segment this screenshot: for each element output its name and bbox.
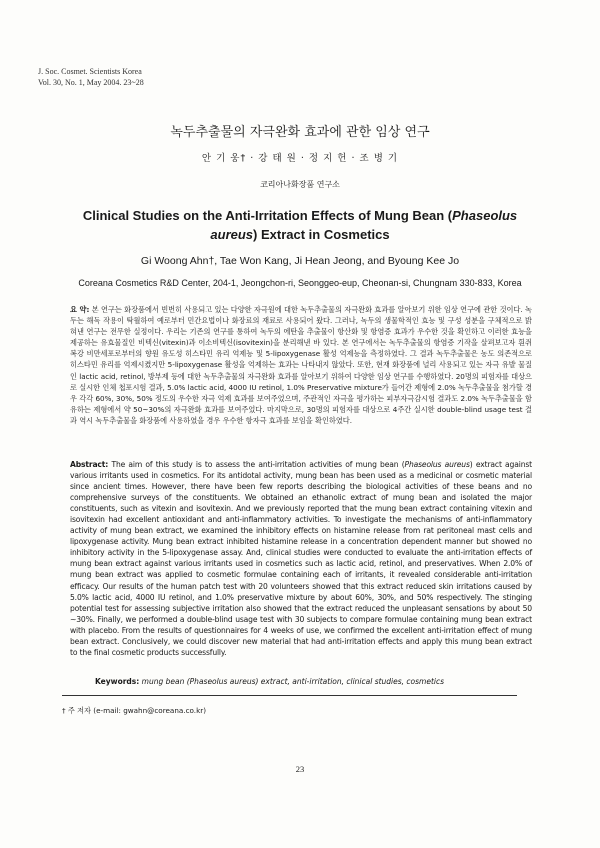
english-abstract-pre: The aim of this study is to assess the anti-irritation activities of mung bean ( xyxy=(111,460,405,469)
english-title xyxy=(60,206,540,244)
keywords-label: Keywords: xyxy=(95,677,140,686)
english-affiliation: Coreana Cosmetics R&D Center, 204-1, Jeongchon-ri, Seonggeo-eup, Cheonan-si, Chungnam 330-833, Korea xyxy=(78,278,522,288)
footnote-divider xyxy=(62,695,517,696)
korean-title: 녹두추출물의 자극완화 효과에 관한 임상 연구 xyxy=(170,125,430,140)
korean-abstract-label: 요 약: xyxy=(70,305,90,314)
keywords xyxy=(95,677,444,686)
korean-affiliation: 코리아나화장품 연구소 xyxy=(260,180,340,189)
journal-name: J. Soc. Cosmet. Scientists Korea xyxy=(38,67,142,76)
english-title-pre: Clinical Studies on the Anti-Irritation Effects of Mung Bean ( xyxy=(82,208,453,223)
english-authors: Gi Woong Ahn†, Tae Won Kang, Ji Hean Jeong, and Byoung Kee Jo xyxy=(140,255,460,267)
journal-volume: Vol. 30, No. 1, May 2004. 23~28 xyxy=(38,78,144,87)
korean-authors: 안 기 웅† · 강 태 원 · 정 지 헌 · 조 병 기 xyxy=(201,153,399,164)
english-abstract-label: Abstract: xyxy=(70,460,109,469)
english-title-species: Phaseolus aureus xyxy=(210,208,518,242)
corresponding-author-footnote: † 주 저자 (e-mail: gwahn@coreana.co.kr) xyxy=(62,706,206,715)
keywords-text: mung bean (Phaseolus aureus) extract, anti-irritation, clinical studies, cosmetics xyxy=(141,677,445,686)
english-abstract-species: Phaseolus aureus xyxy=(404,460,470,469)
english-abstract-post: ) extract against various irritants used in cosmetics. For its antidotal activity, mung bean has been used as a medicinal or cosmetic material since ancient times. However, there have been few reports describing the biological activities of these beans and no comprehensive surveys of the constituents. We obtained an ethanolic extract of mung bean and isolated the major constituents, such as vitexin and isovitexin. And we previously reported that the mung bean extract containing vitexin and isovitexin had excellent antioxidant and anti-inflammatory activities. To investigate the mechanisms of anti-inflammatory activity of mung bean extract, we examined the inhibitory effects on histamine release from rat peritoneal mast cells and lipoxygenase activity. Mung bean extract inhibited histamine release in a concentration dependent manner but showed no inhibitory activity in the 5-lipoxygenase assay. And, clinical studies were conducted to evaluate the anti-irritation effects of mung bean extract against various irritants used in cosmetics such as lactic acid, retinol, and preservatives. When 2.0% of mung bean extract was applied to cosmetic formulae containing each of irritants, it revealed considerable anti-irritation efficacy. Our results of the human patch test with 20 volunteers showed that this extract reduced skin irritations caused by 5.0% lactic acid, 4000 IU retinol, and 1.0% preservative mixture by about 60%, 30%, and 50% respectively. The stinging potential test for assessing subjective irritation also showed that the extract reduced the unpleasant sensations by about 50 ~30%. Finally, we performed a double-blind usage test with 30 subjects to compare formulae containing mung bean extract with placebo. From the results of questionnaires for 4 weeks of use, we confirmed the excellent anti-irritation effect of mung bean extract. Conclusively, we could discover new material that had anti-irritation effects and apply this mung bean extract to the final cosmetic products successfully. xyxy=(70,460,532,657)
korean-abstract-text: 본 연구는 화장품에서 빈번히 사용되고 있는 다양한 자극원에 대한 녹두추출물의 자극완화 효과를 알아보기 위한 임상 연구에 관한 것이다. 녹두는 해독 작용이 탁월하여 예로부터 민간요법이나 화장료의 재료로 사용되어 왔다. 그러나, 녹두의 생물학적인 효능 및 구성 성분을 구체적으로 밝혀낸 연구는 전무한 실정이다. 우리는 기존의 연구를 통하여 녹두의 에탄올 추출물이 항산화 및 항염증 효과가 우수한 것을 확인하고 이러한 효능을 제공하는 유효물질인 비텍신(vitexin)과 이소비텍신(isovitexin)을 분리해낸 바 있다. 본 연구에서는 녹두추출물의 항염증 기작을 살펴보고자 흰쥐 복강 비만세포로부터의 향원 유도성 히스타민 유리 억제능 및 5-lipoxygenase 활성 억제능을 측정하였다. 그 결과 녹두추출물은 농도 의존적으로 히스타민 유리를 억제시켰지만 5-lipoxygenase 활성을 억제하는 효과는 나타내지 않았다. 또한, 현재 화장품에 널리 사용되고 있는 자극 유발 물질인 lactic acid, retinol, 방부제 등에 대한 녹두추출물의 자극완화 효과를 알아보기 위하여 다양한 임상 연구를 수행하였다. 20명의 피험자를 대상으로 실시한 인체 첩포시험 결과, 5.0% lactic acid, 4000 IU retinol, 1.0% Preservative mixture가 들어간 제형에 2.0% 녹두추출물을 첨가할 경우 각각 60%, 30%, 50% 정도의 우수한 자극 억제 효과를 보여주었으며, 주관적인 자극을 평가하는 피부자극감시험 결과도 2.0% 녹두추출물을 함유하는 제형에서 약 50~30%의 자극완화 효과를 보여주었다. 마지막으로, 30명의 피험자를 대상으로 4주간 실시한 double-blind usage test 결과 역시 녹두추출물을 화장품에 사용하였을 경우 우수한 항자극 효과를 보임을 확인하였다. xyxy=(70,305,532,425)
page-number: 23 xyxy=(295,764,305,774)
journal-citation xyxy=(38,66,144,88)
english-abstract xyxy=(70,459,532,658)
english-title-post: ) Extract in Cosmetics xyxy=(253,227,390,242)
korean-abstract xyxy=(70,304,532,426)
